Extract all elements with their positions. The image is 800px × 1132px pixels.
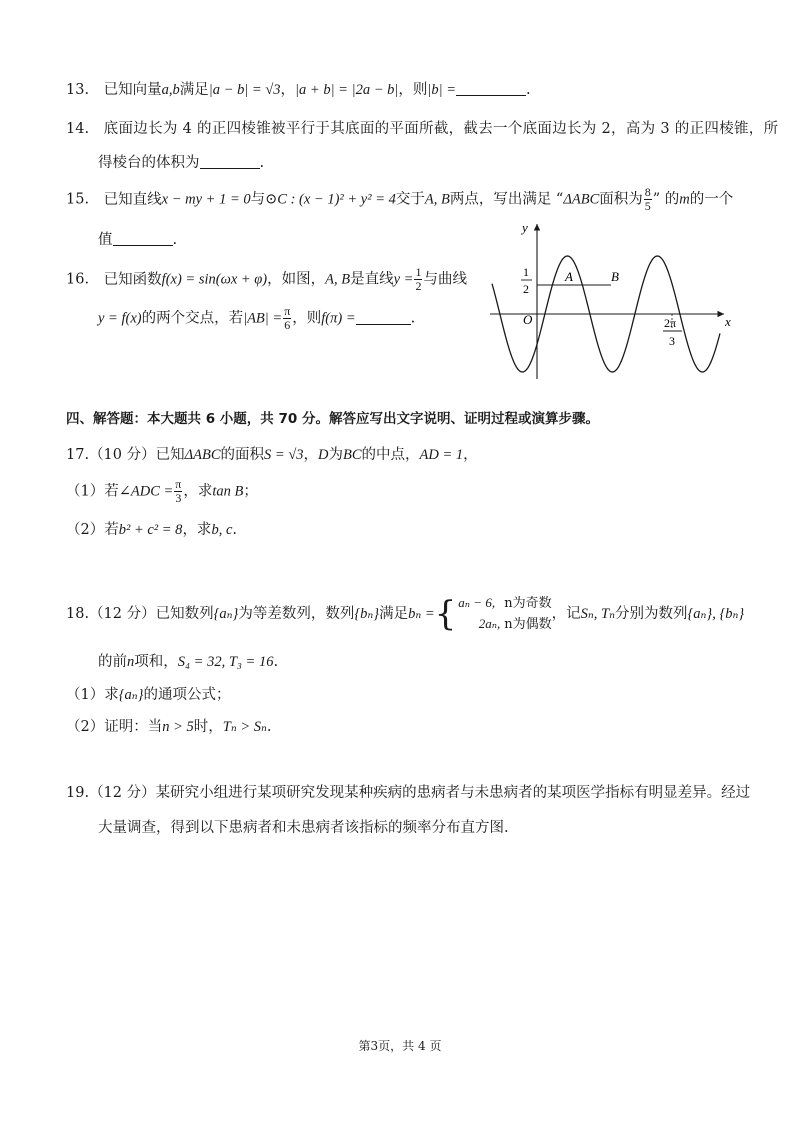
x-axis-label: x	[725, 314, 731, 329]
question-19: 19.（12 分）某研究小组进行某项研究发现某种疾病的患病者与未患病者的某项医学指标有明显差异。经过	[66, 785, 751, 801]
question-13: 13. 已知向量a,b满足|a − b| = √3，|a + b| = |2a − b|，则|b| = .	[66, 82, 531, 98]
question-17: 17.（10 分）已知ΔABC的面积S = √3，D为BC的中点，AD = 1，	[66, 447, 478, 463]
answer-blank[interactable]	[200, 154, 260, 169]
question-number: 19.	[66, 785, 90, 801]
question-17-part1: （1）若∠ADC = $\frac{\pi}{3}$ ，求tan B；	[66, 477, 258, 505]
question-17-part2: （2）若b² + c² = 8，求b, c.	[66, 522, 237, 538]
question-number: 13.	[66, 82, 90, 98]
section-heading: 四、解答题：本大题共 6 小题，共 70 分。解答应写出文字说明、证明过程或演算步骤。	[66, 411, 599, 427]
fraction-pi-3: $\frac{\pi}{3}$	[175, 477, 182, 505]
question-18: 18.（12 分）已知数列{aₙ}为等差数列，数列{bₙ}满足bₙ = { aₙ − 6, n为奇数 2aₙ, n为偶数 ，记Sₙ, Tₙ分别为数列{aₙ}, {bₙ}	[66, 594, 745, 634]
sine-graph	[486, 214, 736, 384]
half-denominator: 2	[523, 282, 529, 296]
answer-blank[interactable]	[456, 81, 526, 96]
half-numerator: 1	[523, 265, 529, 279]
question-number: 17.	[66, 447, 90, 463]
question-number: 14.	[66, 121, 90, 137]
question-18-part2: （2）证明：当n > 5时，Tₙ > Sₙ.	[66, 719, 272, 735]
fraction-pi-6: $\frac{\pi}{6}$	[284, 304, 291, 332]
point-b-label: B	[611, 269, 619, 284]
tick-2pi-numerator: 2π	[664, 316, 677, 330]
question-15-line2: 值 .	[98, 232, 178, 248]
question-19-line2: 大量调查，得到以下患病者和未患病者该指标的频率分布直方图.	[98, 820, 509, 836]
fraction-1-2: $\frac{1}{2}$	[415, 265, 422, 293]
question-18-line2: 的前n项和，S₄ = 32, T₃ = 16.	[98, 654, 279, 670]
question-16-line2: y = f(x)的两个交点，若|AB| = $\frac{\pi}{6}$ ，则f(π) = .	[98, 304, 416, 332]
piecewise-definition: { aₙ − 6, n为奇数 2aₙ, n为偶数	[434, 594, 552, 634]
question-16: 16. 已知函数f(x) = sin(ωx + φ)，如图，A, B是直线y = $\frac{1}{2}$ 与曲线	[66, 265, 467, 293]
page-footer: 第3页，共 4 页	[358, 1039, 442, 1053]
question-18-part1: （1）求{aₙ}的通项公式；	[66, 687, 231, 703]
y-axis-label: y	[522, 220, 528, 235]
fraction-8-5: $\frac{8}{5}$	[644, 185, 651, 213]
point-a-label: A	[565, 269, 573, 284]
question-number: 16.	[66, 271, 90, 288]
question-number: 18.	[66, 606, 90, 622]
tick-2pi-denominator: 3	[669, 334, 675, 348]
question-14-line2: 得棱台的体积为 .	[98, 155, 265, 171]
question-number: 15.	[66, 191, 90, 208]
question-14: 14. 底面边长为 4 的正四棱锥被平行于其底面的平面所截，截去一个底面边长为 2，高为 3 的正四棱锥，所	[66, 121, 779, 137]
answer-blank[interactable]	[113, 231, 173, 246]
answer-blank[interactable]	[356, 310, 411, 325]
question-15: 15. 已知直线x − my + 1 = 0与⊙C : (x − 1)² + y² = 4交于A, B两点，写出满足 “ΔABC面积为 $\frac{8}{5}$ ” 的m的一个	[66, 185, 734, 213]
origin-label: O	[523, 312, 533, 327]
